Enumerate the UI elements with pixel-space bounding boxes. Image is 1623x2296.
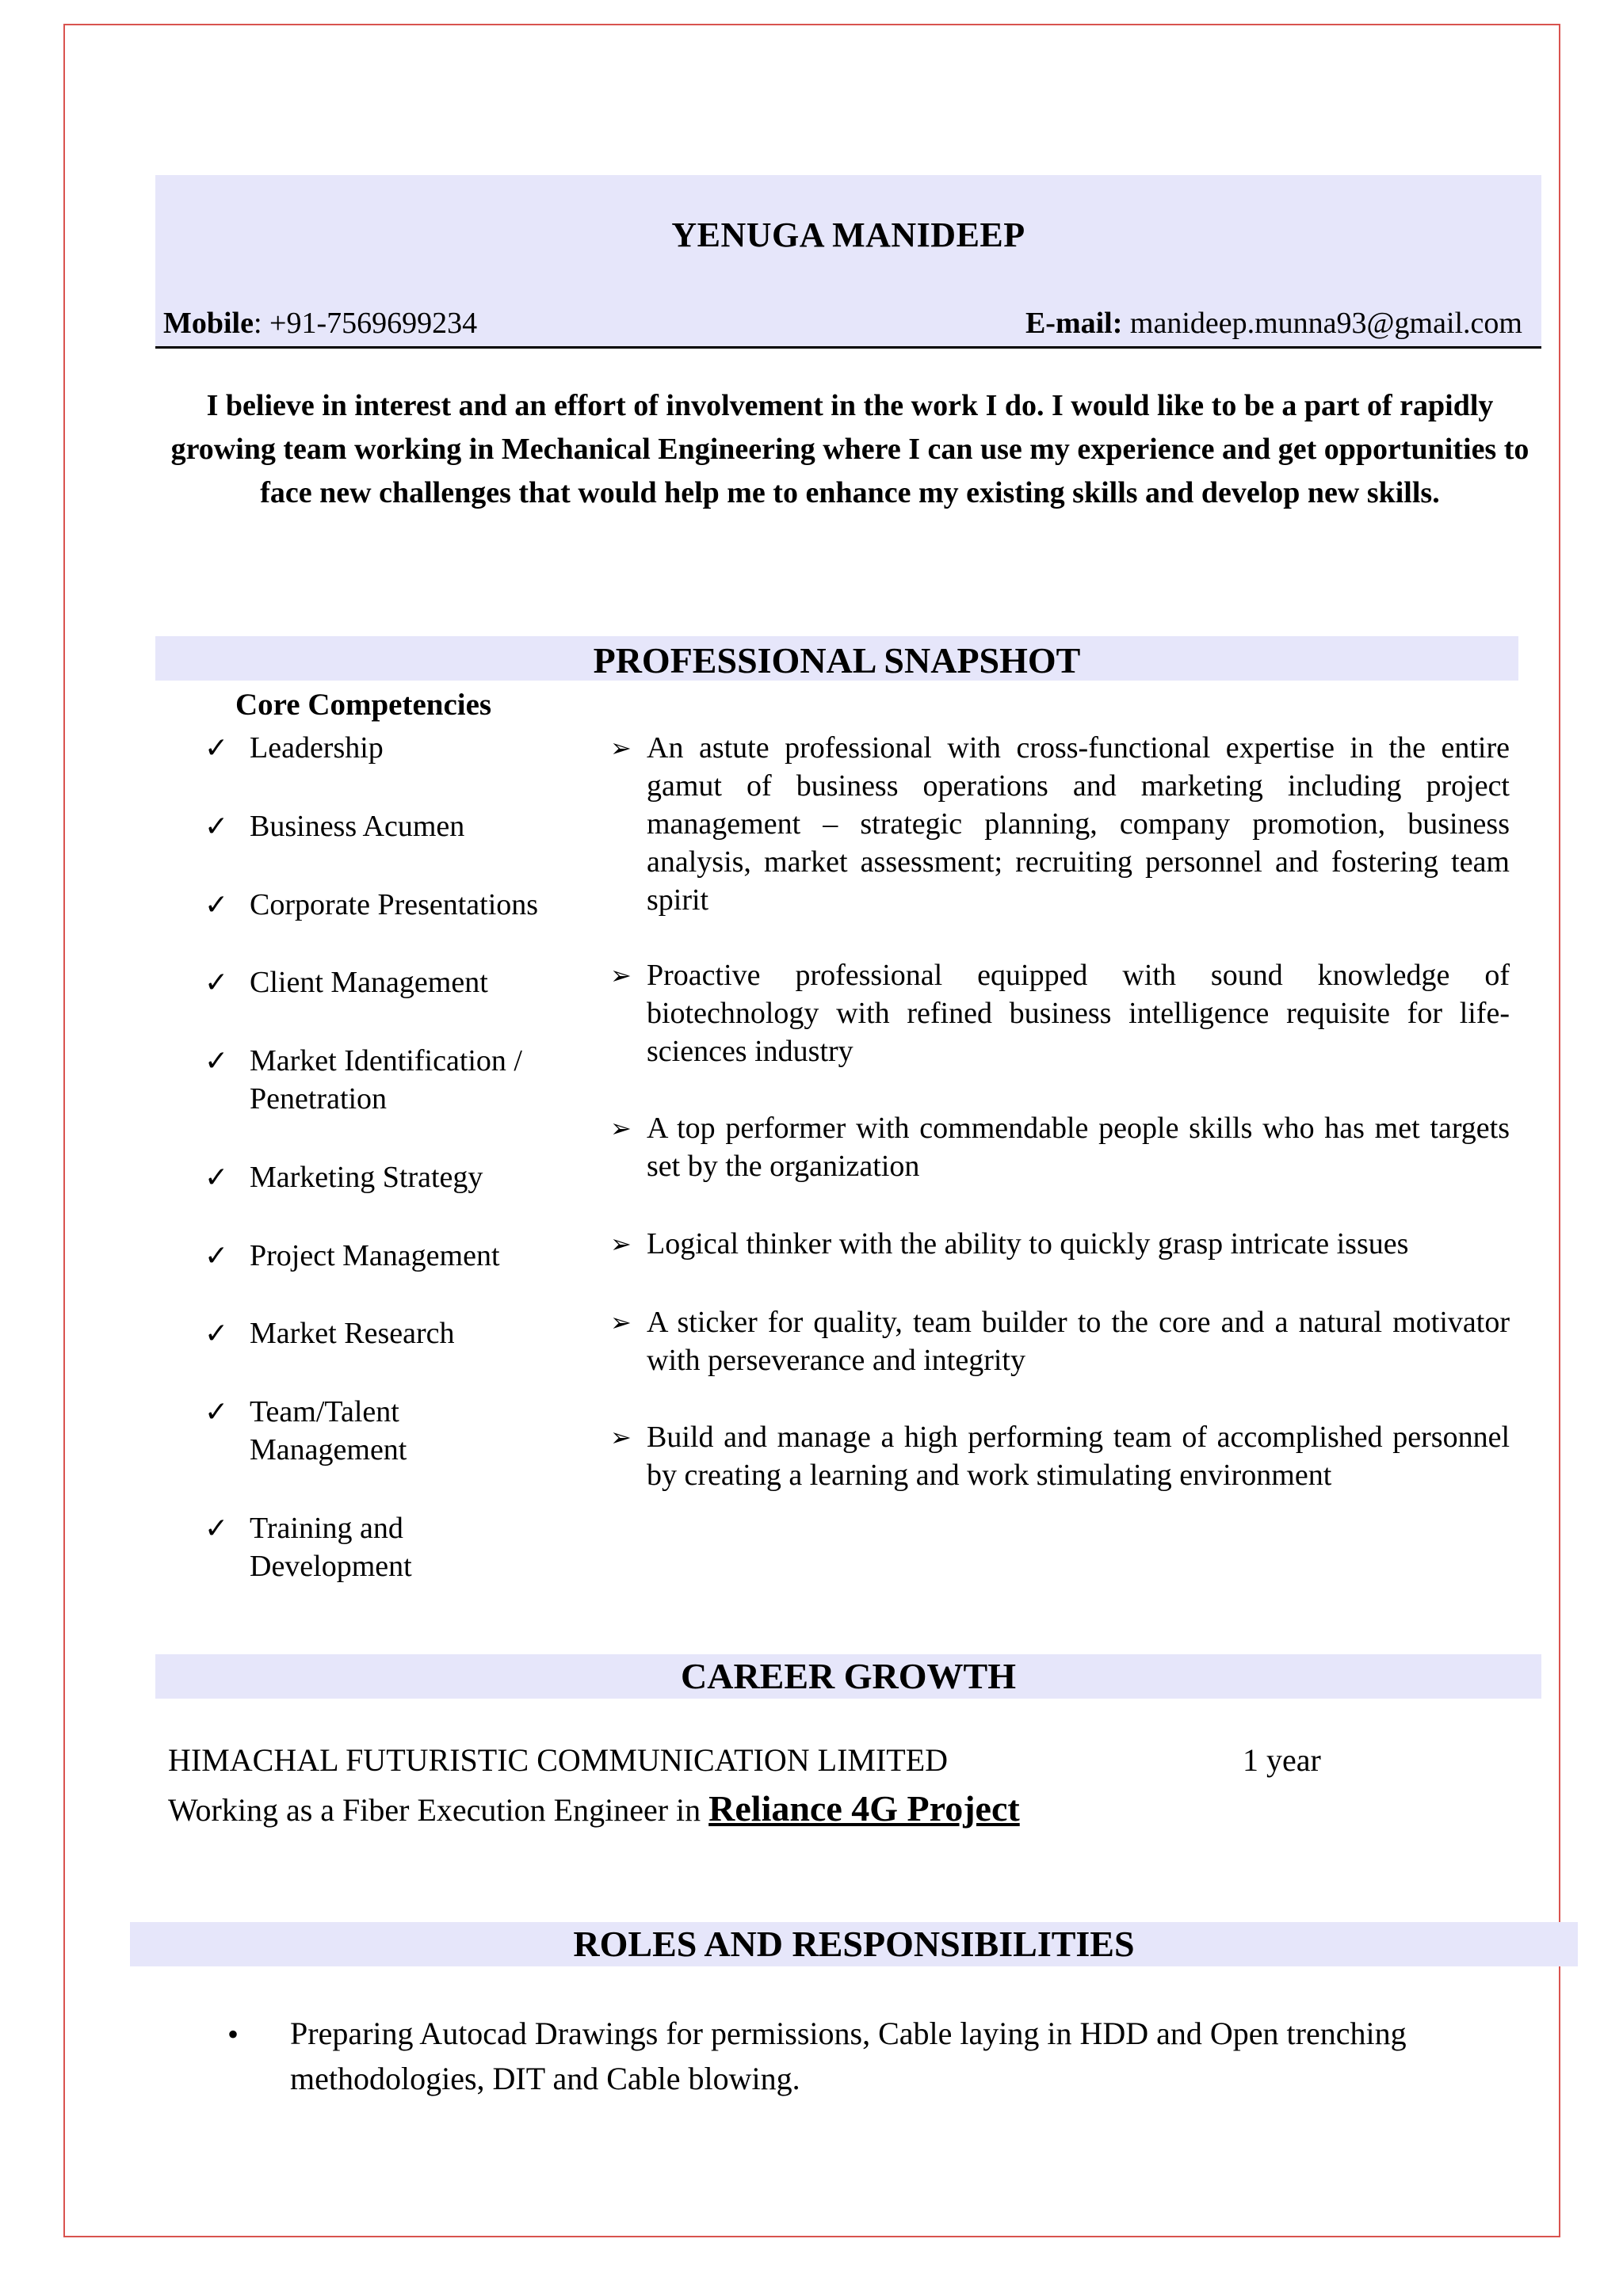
objective-statement: I believe in interest and an effort of involvement in the work I do. I would like to be a part of rapidly growing team working in Mechanical Engineering where I can use my experience and get opportunities to face new challenges that would help me to enhance my existing skills and develop new skills. (170, 389, 1529, 509)
check-icon: ✓ (204, 889, 229, 921)
mobile-contact (163, 306, 477, 341)
job-duration: 1 year (1243, 1742, 1321, 1778)
snapshot-point-text: Logical thinker with the ability to quickly grasp intricate issues (647, 1227, 1409, 1261)
snapshot-point-text: An astute professional with cross-functional expertise in the entire gamut of business operations and marketing including project management – strategic planning, company promotion, business analysis, market assessment; recruiting personnel and fostering team spirit (647, 731, 1510, 917)
job-role-text: Working as a Fiber Execution Engineer in (168, 1792, 709, 1828)
email-value[interactable]: manideep.munna93@gmail.com (1122, 307, 1522, 340)
competency-label: Training and Development (250, 1512, 412, 1583)
competency-label: Market Research (250, 1317, 455, 1350)
snapshot-point-text: Build and manage a high performing team of accomplished personnel by creating a learning and work stimulating environment (647, 1421, 1510, 1492)
arrow-bullet-icon: ➢ (610, 1423, 632, 1451)
responsibility-item: Preparing Autocad Drawings for permissions, Cable laying in HDD and Open trenching methodologies, DIT and Cable blowing. (290, 2016, 1407, 2096)
check-icon: ✓ (204, 732, 229, 764)
candidate-name: YENUGA MANIDEEP (671, 215, 1025, 254)
competency-label: Client Management (250, 966, 488, 999)
snapshot-point-text: A sticker for quality, team builder to the core and a natural motivator with perseverance and integrity (647, 1306, 1510, 1377)
competency-label: Team/Talent Management (250, 1395, 407, 1466)
mobile-value: : +91-7569699234 (253, 307, 478, 340)
competency-label: Market Identification / Penetration (250, 1044, 522, 1116)
check-icon: ✓ (204, 1161, 229, 1193)
competency-label: Leadership (250, 731, 384, 765)
section-heading-career: CAREER GROWTH (155, 1654, 1541, 1699)
arrow-bullet-icon: ➢ (610, 1114, 632, 1142)
competency-label: Marketing Strategy (250, 1161, 483, 1194)
email-contact (1025, 306, 1522, 341)
bullet-icon: • (227, 2016, 239, 2052)
arrow-bullet-icon: ➢ (610, 1308, 632, 1337)
mobile-label: Mobile (163, 307, 254, 340)
arrow-bullet-icon: ➢ (610, 961, 632, 990)
competency-label: Business Acumen (250, 810, 465, 843)
job-role (168, 1787, 1020, 1829)
snapshot-point-text: Proactive professional equipped with sound knowledge of biotechnology with refined business intelligence requisite for life-sciences industry (647, 959, 1510, 1068)
competency-label: Corporate Presentations (250, 888, 539, 921)
section-heading-snapshot: PROFESSIONAL SNAPSHOT (155, 636, 1518, 681)
header-band (155, 175, 1541, 349)
section-heading-roles: ROLES AND RESPONSIBILITIES (130, 1922, 1578, 1966)
project-name: Reliance 4G Project (708, 1788, 1020, 1829)
competency-label: Project Management (250, 1239, 500, 1272)
check-icon: ✓ (204, 1512, 229, 1544)
arrow-bullet-icon: ➢ (610, 1230, 632, 1258)
snapshot-point-text: A top performer with commendable people skills who has met targets set by the organization (647, 1112, 1510, 1183)
arrow-bullet-icon: ➢ (610, 734, 632, 762)
check-icon: ✓ (204, 1045, 229, 1077)
check-icon: ✓ (204, 1396, 229, 1428)
check-icon: ✓ (204, 810, 229, 842)
check-icon: ✓ (204, 1318, 229, 1349)
check-icon: ✓ (204, 1240, 229, 1272)
check-icon: ✓ (204, 967, 229, 998)
email-label: E-mail: (1025, 307, 1123, 340)
company-name: HIMACHAL FUTURISTIC COMMUNICATION LIMITED (168, 1742, 949, 1778)
core-competencies-title: Core Competencies (235, 688, 492, 722)
